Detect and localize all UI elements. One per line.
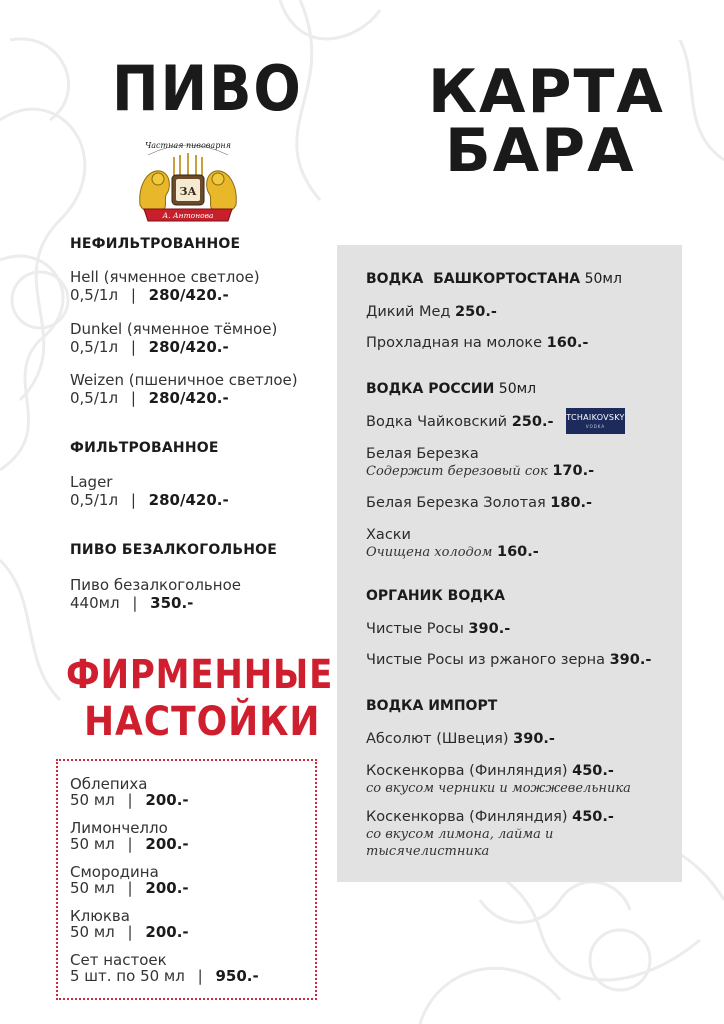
separator: |	[130, 286, 136, 304]
bar-item	[366, 730, 555, 748]
bar-item	[366, 303, 497, 321]
separator: |	[197, 967, 203, 985]
beer-item-detail	[70, 286, 229, 304]
bar-item	[366, 543, 539, 562]
logo-text-top: Частная пивоварня	[145, 141, 231, 150]
brewery-logo	[134, 135, 242, 223]
bar-item-name: Белая Березка Золотая	[366, 495, 546, 511]
separator: |	[127, 923, 133, 941]
bar-item-name: Водка Чайковский	[366, 414, 508, 430]
bar-item-note: Очищена холодом	[366, 545, 493, 560]
section-volume: 50мл	[584, 271, 622, 287]
bar-item	[366, 762, 614, 780]
beer-item-detail	[70, 491, 229, 509]
tincture-item-detail	[70, 879, 189, 897]
tincture-item-name: Сет настоек	[70, 951, 167, 969]
bar-item	[366, 413, 554, 431]
tincture-item-price: 200.-	[145, 791, 189, 809]
beer-item-name: Пиво безалкогольное	[70, 576, 241, 594]
tchaikovsky-badge	[566, 408, 625, 434]
separator: |	[130, 491, 136, 509]
brewery-crest-icon	[134, 135, 242, 223]
separator: |	[127, 879, 133, 897]
tincture-item-detail	[70, 923, 189, 941]
bar-item-note-text: тысячелистника	[366, 844, 490, 859]
bar-item-price: 390.-	[609, 652, 652, 668]
bar-item-price: 160.-	[497, 544, 539, 560]
badge-text: TCHAIKOVSKY	[566, 413, 625, 422]
beer-item-price: 280/420.-	[148, 389, 229, 407]
beer-item-name: Dunkel (ячменное тёмное)	[70, 320, 278, 338]
bar-section-russia	[366, 381, 536, 397]
logo-text-bottom: А. Антонова	[162, 211, 214, 220]
bar-item-name: Коскенкорва (Финляндия)	[366, 809, 568, 825]
beer-item-volume: 440мл	[70, 594, 120, 612]
bar-item-note	[366, 842, 489, 861]
bar-item-price: 450.-	[572, 763, 614, 779]
tincture-item-volume: 50 мл	[70, 923, 115, 941]
separator: |	[130, 389, 136, 407]
bar-item-name: Хаски	[366, 527, 411, 543]
bar-item-name: Чистые Росы	[366, 621, 464, 637]
bar-item	[366, 651, 651, 669]
bar-item-name: Чистые Росы из ржаного зерна	[366, 652, 605, 668]
bar-item-price: 250.-	[455, 304, 497, 320]
beer-item-price: 280/420.-	[148, 338, 229, 356]
beer-item-name: Lager	[70, 473, 113, 491]
tincture-item-price: 200.-	[145, 835, 189, 853]
beer-section-filtered: ФИЛЬТРОВАННОЕ	[70, 440, 219, 456]
bar-item-price: 170.-	[552, 463, 595, 479]
tincture-item-detail	[70, 967, 259, 985]
bar-item-name: Белая Березка	[366, 446, 479, 462]
tincture-item-name: Лимончелло	[70, 819, 168, 837]
beer-item-volume: 0,5/1л	[70, 389, 119, 407]
bar-item-price: 250.-	[511, 414, 554, 430]
bar-item	[366, 462, 594, 481]
tinctures-title-line1: ФИРМЕННЫЕ	[66, 652, 334, 698]
section-heading: ВОДКА РОССИИ	[366, 381, 495, 397]
tincture-item-price: 950.-	[215, 967, 259, 985]
beer-item-price: 280/420.-	[148, 286, 229, 304]
bar-item-price: 160.-	[546, 335, 589, 351]
bar-section-import	[366, 698, 497, 714]
bar-section-bashkortostan	[366, 271, 622, 287]
badge-sub: VODKA	[585, 424, 606, 429]
tincture-item-detail	[70, 791, 189, 809]
bar-item-note-text: со вкусом лимона, лайма и	[366, 827, 554, 842]
tincture-item-volume: 50 мл	[70, 791, 115, 809]
tincture-item-volume: 5 шт. по 50 мл	[70, 967, 185, 985]
tincture-item-volume: 50 мл	[70, 879, 115, 897]
bar-item-price: 390.-	[513, 731, 555, 747]
bar-item-note	[366, 779, 631, 798]
bar-item-price: 450.-	[572, 809, 614, 825]
tincture-item-volume: 50 мл	[70, 835, 115, 853]
bar-item-price: 180.-	[550, 495, 593, 511]
beer-item-detail	[70, 389, 229, 407]
bar-item	[366, 494, 592, 512]
section-volume: 50мл	[498, 381, 537, 397]
beer-section-non-alcoholic: ПИВО БЕЗАЛКОГОЛЬНОЕ	[70, 542, 277, 558]
separator: |	[127, 791, 133, 809]
bar-item-price: 390.-	[468, 621, 511, 637]
bar-title-line1: КАРТА	[428, 57, 665, 127]
bar-title-line2: БАРА	[445, 116, 636, 186]
separator: |	[127, 835, 133, 853]
bar-item-name: Прохладная на молоке	[366, 335, 543, 351]
beer-item-name: Weizen (пшеничное светлое)	[70, 371, 298, 389]
tincture-item-name: Облепиха	[70, 775, 148, 793]
bar-item-note-text: со вкусом черники и можжевельника	[366, 781, 631, 796]
beer-title: ПИВО	[112, 52, 303, 125]
section-heading: ОРГАНИК ВОДКА	[366, 588, 505, 604]
tincture-item-name: Клюква	[70, 907, 130, 925]
bar-item-name: Коскенкорва (Финляндия)	[366, 763, 568, 779]
separator: |	[132, 594, 138, 612]
bar-item	[366, 620, 510, 638]
logo-monogram: ЗА	[179, 185, 197, 198]
beer-item-volume: 0,5/1л	[70, 338, 119, 356]
beer-item-volume: 0,5/1л	[70, 491, 119, 509]
bar-item	[366, 334, 588, 352]
section-heading: ВОДКА ИМПОРТ	[366, 698, 498, 714]
bar-item	[366, 808, 614, 826]
beer-item-detail	[70, 594, 193, 612]
bar-item-name: Абсолют (Швеция)	[366, 731, 509, 747]
tincture-item-detail	[70, 835, 189, 853]
beer-item-volume: 0,5/1л	[70, 286, 119, 304]
bar-item-name: Дикий Мед	[366, 304, 451, 320]
separator: |	[130, 338, 136, 356]
tincture-item-price: 200.-	[145, 879, 189, 897]
beer-item-price: 350.-	[150, 594, 194, 612]
section-heading: ВОДКА БАШКОРТОСТАНА	[366, 271, 581, 287]
tincture-item-name: Смородина	[70, 863, 159, 881]
tinctures-title-line2: НАСТОЙКИ	[84, 699, 321, 745]
beer-section-unfiltered: НЕФИЛЬТРОВАННОЕ	[70, 236, 241, 252]
beer-item-name: Hell (ячменное светлое)	[70, 268, 260, 286]
beer-item-detail	[70, 338, 229, 356]
beer-item-price: 280/420.-	[148, 491, 229, 509]
bar-item-note: Содержит березовый сок	[366, 464, 548, 479]
bar-section-organic	[366, 588, 505, 604]
tincture-item-price: 200.-	[145, 923, 189, 941]
